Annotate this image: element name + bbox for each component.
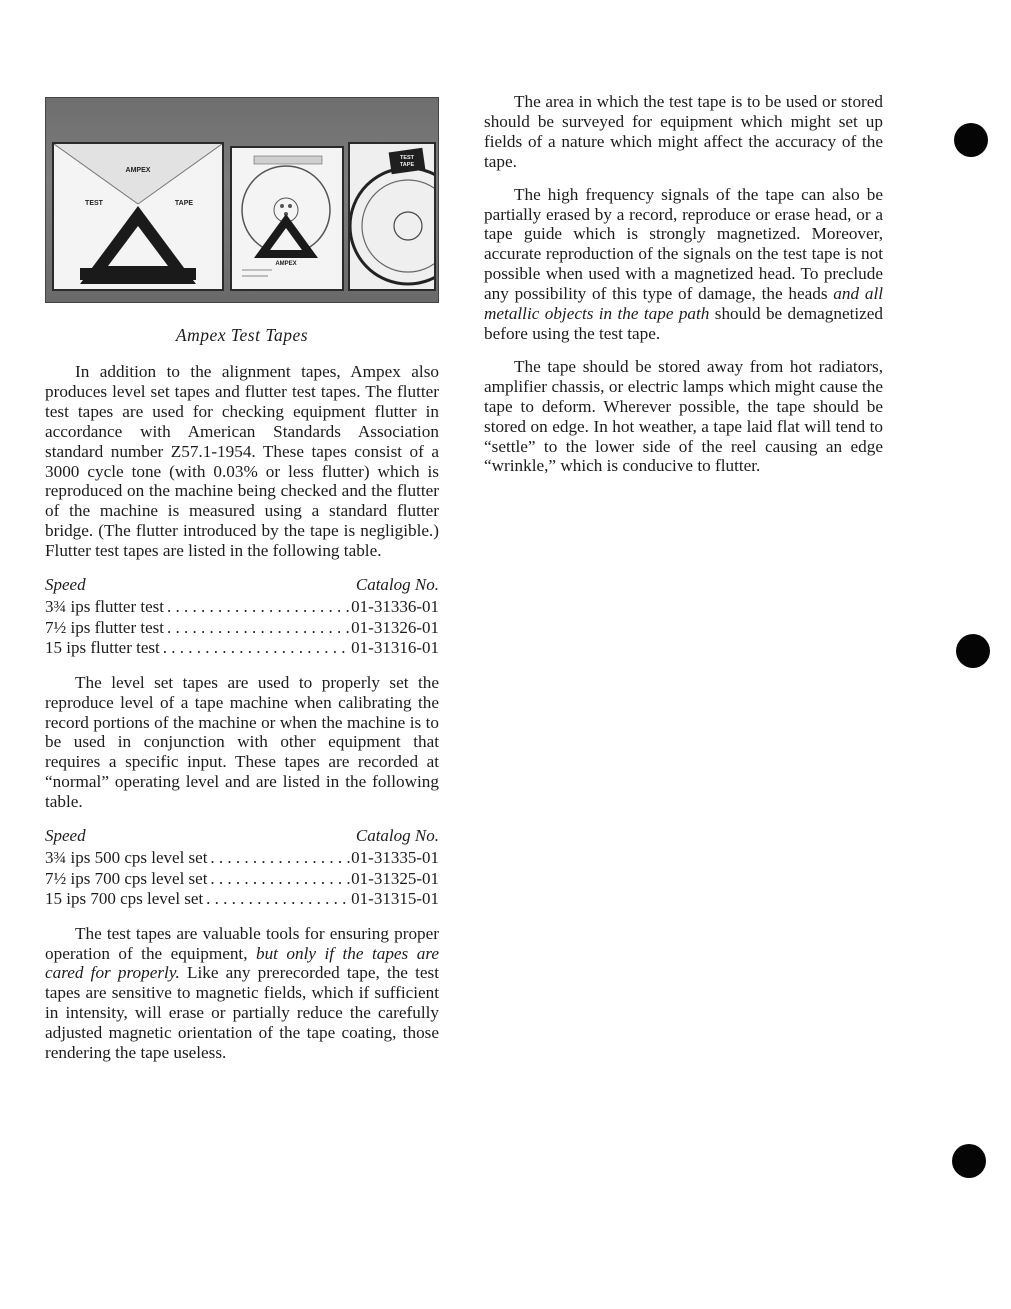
tape-care-text-a: The test tapes are valuable tools for ensuring proper operation of the equipment,: [45, 923, 439, 963]
ampex-test-tapes-photo: [45, 97, 439, 303]
reel-label-line2: TAPE: [399, 162, 415, 168]
row-catalog: 01-31315-01: [351, 889, 439, 909]
row-speed: 7½ ips 700 cps level set: [45, 868, 208, 888]
tape-box-3: [348, 142, 436, 291]
dot-leader: [207, 848, 351, 868]
tape-reel-artwork: [350, 144, 434, 289]
table-header: [45, 575, 439, 595]
box1-tape-label: TAPE: [174, 200, 194, 207]
demagnetize-text-a: The high frequency signals of the tape can also be partially erased by a record, reproduce or erase head, or a tape guide which is strongly magnetized. Moreover, accurate reproduction of the signals on the test tape is not possible when used with a magnetized head. To preclude any possibility of this type of damage, the heads: [484, 184, 883, 304]
level-set-tapes-table: [45, 826, 439, 910]
ampex-box-artwork: [54, 144, 222, 289]
table-row: [45, 618, 439, 638]
box2-brand: AMPEX: [275, 261, 297, 267]
demagnetize-paragraph: [484, 185, 883, 344]
speed-column-header: Speed: [45, 826, 86, 846]
dot-leader: [164, 597, 351, 617]
flutter-tapes-paragraph: In addition to the alignment tapes, Ampex also produces level set tapes and flutter test tapes. The flutter test tapes are used for checking equipment flutter in accordance with American Standards Association standard number Z57.1-1954. These tapes consist of a 3000 cycle tone (with 0.03% or less flutter) which is reproduced on the machine being checked and the flutter of the machine is measured using a standard flutter bridge. (The flutter introduced by the tape is negligible.) Flutter test tapes are listed in the following table.: [45, 362, 439, 561]
table-row: [45, 638, 439, 658]
row-catalog: 01-31326-01: [351, 617, 439, 637]
dot-leader: [207, 869, 351, 889]
row-speed: 15 ips 700 cps level set: [45, 889, 204, 909]
box1-test-label: TEST: [85, 200, 103, 207]
flutter-test-tapes-table: [45, 575, 439, 659]
tape-care-emphasis: but only if the tapes are cared for properly.: [45, 943, 439, 983]
right-column: [484, 92, 883, 489]
binder-hole-middle: [956, 634, 990, 668]
table-row: [45, 869, 439, 889]
open-box-reel-artwork: [232, 148, 342, 289]
left-column: [45, 97, 439, 1063]
demagnetize-text-c: should be demagnetized before using the test tape.: [484, 304, 883, 343]
dot-leader: [164, 618, 351, 638]
level-set-tapes-paragraph: The level set tapes are used to properly set the reproduce level of a tape machine when calibrating the record portions of the machine or when the machine is to be used in conjunction with other equipment that requires a specific input. These tapes are recorded at “normal” operating level and are listed in the following table.: [45, 672, 439, 812]
reel-label-line1: TEST: [399, 155, 415, 161]
row-catalog: 01-31335-01: [351, 848, 439, 868]
box1-brand: AMPEX: [125, 167, 151, 174]
tape-box-2: [230, 146, 344, 291]
row-speed: 3¾ ips flutter test: [45, 597, 164, 617]
tape-box-1: [52, 142, 224, 291]
catalog-column-header: Catalog No.: [355, 575, 439, 595]
row-speed: 15 ips flutter test: [45, 638, 160, 658]
row-speed: 3¾ ips 500 cps level set: [45, 848, 208, 868]
table-row: [45, 889, 439, 909]
photo-caption: Ampex Test Tapes: [175, 325, 309, 345]
table-row: [45, 848, 439, 868]
row-catalog: 01-31325-01: [351, 868, 439, 888]
dot-leader: [203, 889, 351, 909]
table-header: [45, 826, 439, 846]
binder-hole-bottom: [952, 1144, 986, 1178]
binder-hole-top: [954, 123, 988, 157]
tape-care-text-c: Like any prerecorded tape, the test tapes are sensitive to magnetic fields, which if sufficient in intensity, will erase or partially reduce the carefully adjusted magnetic orientation of the tape coating, those rendering the tape useless.: [45, 963, 439, 1063]
row-catalog: 01-31316-01: [351, 638, 439, 658]
row-speed: 7½ ips flutter test: [45, 617, 164, 637]
demagnetize-emphasis: and all metallic objects in the tape path: [484, 284, 883, 324]
tape-care-paragraph: [45, 924, 439, 1063]
speed-column-header: Speed: [45, 575, 86, 595]
table-row: [45, 597, 439, 617]
row-catalog: 01-31336-01: [351, 597, 439, 617]
catalog-column-header: Catalog No.: [355, 826, 439, 846]
storage-heat-paragraph: The tape should be stored away from hot radiators, amplifier chassis, or electric lamps which might cause the tape to deform. Wherever possible, the tape should be stored on edge. In hot weather, a tape laid flat will tend to “settle” to the lower side of the reel causing an edge “wrinkle,” which is conducive to flutter.: [484, 356, 883, 476]
dot-leader: [160, 638, 351, 658]
storage-area-paragraph: The area in which the test tape is to be used or stored should be surveyed for equipment which might set up fields of a nature which might affect the accuracy of the tape.: [484, 92, 883, 171]
